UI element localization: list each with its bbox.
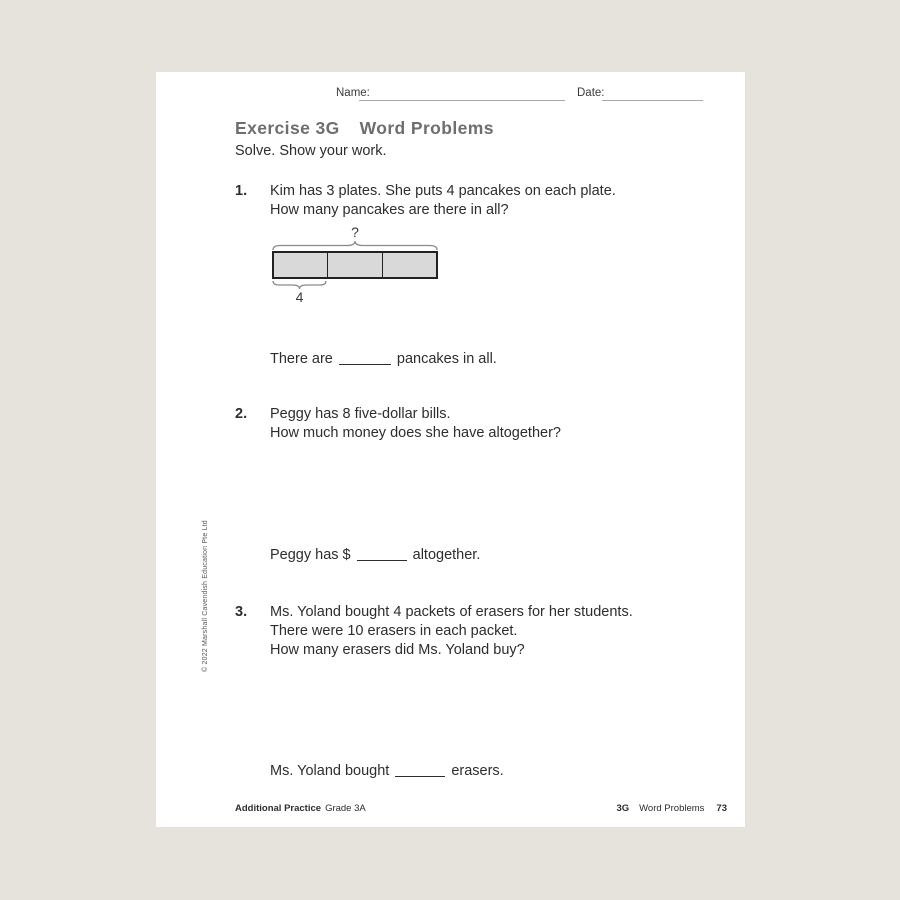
footer-grade: Grade 3A xyxy=(325,803,366,814)
answer-3-after: erasers. xyxy=(451,763,504,779)
bar-model-cell xyxy=(274,253,327,277)
footer-left xyxy=(235,803,366,814)
date-blank-line xyxy=(602,99,703,101)
instructions: Solve. Show your work. xyxy=(235,143,387,159)
problem-3-line-3: How many erasers did Ms. Yoland buy? xyxy=(270,642,525,658)
page-number: 73 xyxy=(716,803,727,814)
answer-2-blank xyxy=(357,549,407,561)
footer-exercise-code: 3G xyxy=(616,803,630,814)
exercise-topic: Word Problems xyxy=(359,118,494,138)
problem-2 xyxy=(235,405,710,443)
problem-3-number: 3. xyxy=(235,604,248,620)
footer-section-title: Word Problems xyxy=(639,803,705,814)
answer-3-before: Ms. Yoland bought xyxy=(270,763,390,779)
problem-2-number: 2. xyxy=(235,406,248,422)
name-blank-line xyxy=(359,99,565,101)
exercise-number: Exercise 3G xyxy=(235,118,340,138)
exercise-title xyxy=(235,118,494,139)
answer-3-blank xyxy=(395,765,445,777)
answer-1-blank xyxy=(339,353,391,365)
bar-model-cell xyxy=(327,253,381,277)
name-label: Name: xyxy=(336,87,370,99)
bar-model-cell xyxy=(382,253,436,277)
footer-right xyxy=(616,803,727,814)
bar-model-total-label: ? xyxy=(351,224,359,240)
problem-3 xyxy=(235,603,710,660)
problem-2-line-1: Peggy has 8 five-dollar bills. xyxy=(270,406,451,422)
bar-model-bar xyxy=(272,251,438,279)
answer-2-after: altogether. xyxy=(412,547,481,563)
copyright-notice: © 2022 Marshall Cavendish Education Pte Ltd xyxy=(202,520,209,672)
date-label: Date: xyxy=(577,87,605,99)
answer-1-after: pancakes in all. xyxy=(396,351,497,367)
problem-1-number: 1. xyxy=(235,183,248,199)
unit-brace-icon xyxy=(272,281,327,289)
problem-1 xyxy=(235,182,690,220)
answer-sentence-1 xyxy=(270,351,497,367)
answer-sentence-3 xyxy=(270,763,504,779)
total-brace-icon xyxy=(272,241,438,250)
problem-3-line-1: Ms. Yoland bought 4 packets of erasers for her students. xyxy=(270,604,633,620)
answer-2-before: Peggy has $ xyxy=(270,547,351,563)
problem-2-line-2: How much money does she have altogether? xyxy=(270,425,561,441)
problem-3-line-2: There were 10 erasers in each packet. xyxy=(270,623,518,639)
answer-sentence-2 xyxy=(270,547,480,563)
bar-model-unit-label: 4 xyxy=(295,289,304,305)
problem-1-line-2: How many pancakes are there in all? xyxy=(270,202,509,218)
worksheet-page xyxy=(156,72,745,827)
footer-series-title: Additional Practice xyxy=(235,803,322,814)
bar-model-diagram xyxy=(272,224,438,305)
answer-1-before: There are xyxy=(270,351,333,367)
problem-1-line-1: Kim has 3 plates. She puts 4 pancakes on each plate. xyxy=(270,183,616,199)
